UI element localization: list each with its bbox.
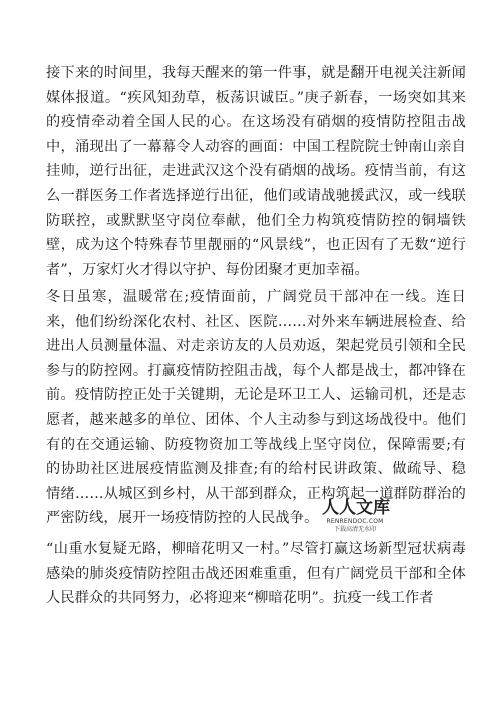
watermark-tagline: 下载高清无水印: [333, 526, 376, 533]
paragraph-2: 冬日虽寒，温暖常在;疫情面前，广阔党员干部冲在一线。连日来，他们纷纷深化农村、社区、医院……对外来车辆进展检查、给进出人员测量体温、对走亲访友的人员劝返，架起党员引领和全民参与的防控网。打赢疫情防控阻击战，每个人都是战士，都冲锋在前。疫情防控正处于关键期，无论是环卫工人、运输司机，还是志愿者，越来越多的单位、团体、个人主动参与到这场战役中。他们有的在交通运输、防疫物资加工等战线上坚守岗位，保障需要;有的协助社区进展疫情监测及排查;有的给村民讲政策、做疏导、稳情绪……从城区到乡村，从干部到群众，正构筑起一道群防群治的严密防线，展开一场疫情防控的人民战争。: [46, 289, 466, 527]
paragraph-3: “山重水复疑无路，柳暗花明又一村。”尽管打赢这场新型冠状病毒感染的肺炎疫情防控阻击战还困难重重，但有广阔党员干部和全体人民群众的共同努力，必将迎来“柳暗花明”。抗疫一线工作者: [46, 541, 466, 607]
paragraph-1: 接下来的时间里，我每天醒来的第一件事，就是翻开电视关注新闻媒体报道。“疾风知劲草，板荡识诚臣。”庚子新春，一场突如其来的疫情牵动着全国人民的心。在这场没有硝烟的疫情防控阻击战中，涌现出了一幕幕令人动容的画面：中国工程院院士钟南山亲自挂帅，逆行出征，走进武汉这个没有硝烟的战场。疫情当前，有这么一群医务工作者选择逆行出征，他们或请战驰援武汉，或一线联防联控，或默默坚守岗位奉献，他们全力构筑疫情防控的铜墙铁壁，成为这个特殊春节里靓丽的“风景线”，也正因有了无数“逆行者”，万家灯火才得以守护、每份团聚才更加幸福。: [46, 65, 466, 278]
watermark-logo-text: 人人文库: [322, 498, 390, 518]
watermark-url: RENRENDOC.COM: [326, 518, 384, 525]
watermark-logo: [322, 498, 388, 558]
